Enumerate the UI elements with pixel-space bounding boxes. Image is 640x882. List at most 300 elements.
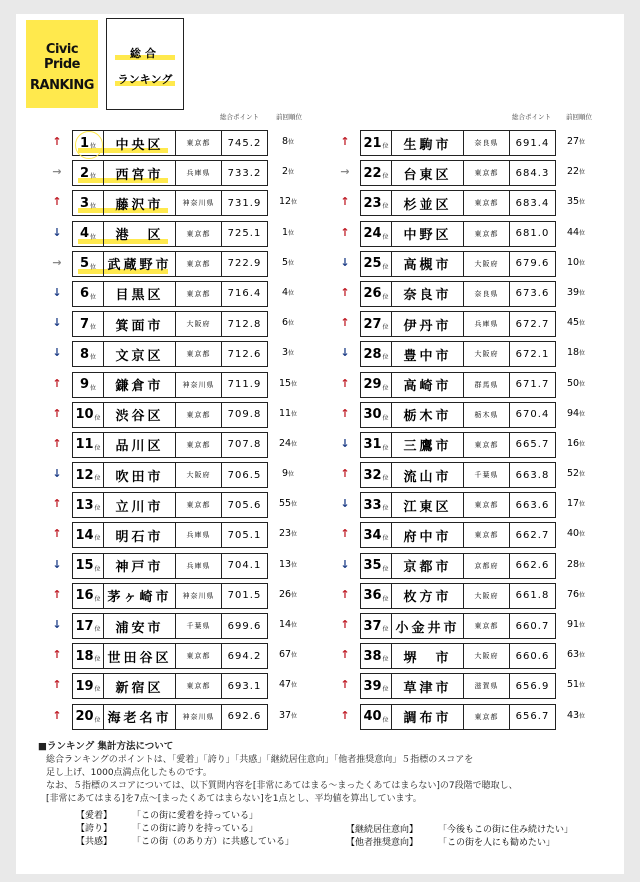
rank-suffix: 位 (382, 444, 389, 452)
previous-rank-suffix: 位 (288, 320, 295, 328)
prefecture: 東京都 (176, 402, 222, 428)
trend-up-icon: ↑ (52, 135, 62, 148)
previous-rank-number: 37 (278, 709, 292, 721)
prefecture: 兵庫県 (176, 522, 222, 548)
previous-rank-suffix: 位 (288, 259, 295, 267)
rank-suffix: 位 (94, 475, 101, 483)
city-name: 栃木市 (392, 402, 464, 428)
city-name: 生駒市 (392, 130, 464, 156)
rank-number: 22 (363, 165, 382, 181)
total-score: 701.5 (222, 583, 268, 609)
previous-rank-number: 47 (278, 679, 292, 691)
total-score: 656.7 (510, 704, 556, 730)
previous-rank-number: 44 (566, 226, 580, 238)
previous-rank (274, 408, 302, 419)
trend-down-icon: ↓ (52, 557, 62, 571)
prefecture: 東京都 (176, 281, 222, 307)
method-line: [非常にあてはまる]を7点～[まったくあてはまらない]を1点とし、平均値を算出しています。 (46, 794, 422, 804)
rank-box (360, 583, 392, 609)
city-name: 新宿区 (104, 673, 176, 699)
ranking-row (340, 339, 630, 369)
ranking-row (52, 249, 342, 279)
trend-up-icon: ↑ (340, 527, 350, 541)
ranking-row (340, 128, 630, 158)
previous-rank-suffix: 位 (579, 652, 586, 660)
previous-rank-suffix: 位 (579, 259, 586, 267)
previous-rank (562, 589, 590, 600)
city-name: 立川市 (104, 492, 176, 518)
rank-number: 33 (363, 497, 382, 513)
rank-suffix: 位 (382, 173, 389, 181)
prefecture: 大阪府 (464, 643, 510, 669)
ranking-row (52, 128, 342, 158)
legend-item (346, 824, 573, 837)
rank-number: 25 (363, 256, 382, 272)
rank-suffix: 位 (94, 626, 101, 633)
trend-up-icon: ↑ (340, 587, 350, 601)
previous-rank (274, 378, 302, 389)
ranking-column-right (340, 108, 630, 732)
prefecture: 東京都 (464, 613, 510, 639)
total-score: 705.1 (222, 522, 268, 548)
prefecture: 京都府 (464, 553, 510, 579)
rank-box (360, 130, 392, 156)
previous-rank (274, 166, 302, 177)
rank-suffix: 位 (382, 324, 389, 332)
rank-number: 14 (75, 527, 94, 543)
title-line1: 総合 (130, 47, 160, 60)
rank-number: 13 (75, 497, 94, 513)
rank-suffix: 位 (382, 535, 389, 543)
previous-rank (562, 408, 590, 419)
prefecture: 大阪府 (176, 462, 222, 488)
rank-suffix: 位 (94, 716, 101, 724)
previous-rank (274, 649, 302, 660)
rank-number: 39 (363, 678, 382, 694)
prefecture: 兵庫県 (176, 160, 222, 186)
total-score: 661.8 (510, 583, 556, 609)
rank-number: 12 (75, 467, 94, 483)
total-score: 712.8 (222, 311, 268, 337)
civic-pride-logo (26, 20, 98, 108)
city-name: 浦安市 (104, 613, 176, 639)
ranking-row (52, 702, 342, 732)
rank-box (360, 492, 392, 518)
previous-rank-number: 43 (566, 709, 580, 721)
previous-rank (562, 257, 590, 268)
logo-line2: RANKING (30, 78, 94, 93)
total-score: 706.5 (222, 462, 268, 488)
total-score: 671.7 (510, 372, 556, 398)
previous-rank-suffix: 位 (579, 591, 586, 599)
rank-suffix: 位 (382, 716, 389, 724)
rank-box (72, 583, 104, 609)
header-prev: 前回順位 (566, 113, 592, 121)
previous-rank (274, 559, 302, 570)
legend-text: 「この街（のあり方）に共感している」 (132, 837, 295, 847)
total-score: 662.6 (510, 553, 556, 579)
total-score: 704.1 (222, 553, 268, 579)
header-prev: 前回順位 (276, 113, 302, 121)
city-name: 台東区 (392, 160, 464, 186)
previous-rank-number: 9 (281, 468, 289, 480)
city-name: 枚方市 (392, 583, 464, 609)
rank-suffix: 位 (382, 354, 389, 362)
previous-rank (274, 679, 302, 690)
rank-box (72, 432, 104, 458)
previous-rank-suffix: 位 (291, 199, 298, 207)
trend-down-icon: ↓ (340, 346, 350, 360)
prefecture: 東京都 (176, 432, 222, 458)
previous-rank (274, 317, 302, 328)
previous-rank-suffix: 位 (288, 169, 295, 177)
legend-text: 「今後もこの街に住み続けたい」 (438, 825, 574, 835)
trend-up-icon: ↑ (340, 648, 350, 662)
rank-number: 18 (75, 648, 94, 664)
rank-box (360, 432, 392, 458)
city-name: 草津市 (392, 673, 464, 699)
rank-box (72, 251, 104, 277)
rank-number: 35 (363, 558, 382, 574)
trend-up-icon: ↑ (340, 618, 350, 631)
city-name: 奈良市 (392, 281, 464, 307)
city-name: 杉並区 (392, 190, 464, 216)
prefecture: 大阪府 (464, 341, 510, 367)
ranking-row (52, 279, 342, 309)
previous-rank (274, 619, 302, 630)
trend-up-icon: ↑ (340, 406, 350, 420)
ranking-page (16, 14, 624, 874)
rank-number: 37 (363, 618, 382, 634)
city-name: 文京区 (104, 341, 176, 367)
trend-up-icon: ↑ (52, 708, 62, 722)
prefecture: 東京都 (464, 522, 510, 548)
rank-number: 5 (79, 256, 90, 272)
ranking-row (340, 430, 630, 460)
previous-rank-suffix: 位 (291, 652, 298, 660)
prefecture: 東京都 (176, 251, 222, 277)
total-score: 683.4 (510, 190, 556, 216)
city-name: 高槻市 (392, 251, 464, 277)
rank-suffix: 位 (382, 143, 389, 150)
total-score: 681.0 (510, 221, 556, 247)
rank-suffix: 位 (94, 414, 101, 422)
previous-rank-number: 27 (566, 136, 580, 147)
ranking-row (340, 370, 630, 400)
ranking-row (52, 551, 342, 581)
prefecture: 滋賀県 (464, 673, 510, 699)
previous-rank-suffix: 位 (291, 531, 298, 539)
city-name: 中央区 (104, 130, 176, 156)
trend-down-icon: ↓ (52, 285, 62, 299)
total-score: 716.4 (222, 281, 268, 307)
city-name: 府中市 (392, 522, 464, 548)
prefecture: 東京都 (176, 492, 222, 518)
rank-number: 4 (79, 226, 90, 242)
previous-rank-number: 35 (566, 196, 580, 208)
column-header (360, 108, 630, 128)
previous-rank-number: 63 (566, 649, 580, 661)
total-score: 733.2 (222, 160, 268, 186)
previous-rank (274, 468, 302, 479)
previous-rank (274, 347, 302, 358)
rank-box (360, 613, 392, 639)
prefecture: 千葉県 (176, 613, 222, 639)
rank-box (72, 311, 104, 337)
rank-box (72, 673, 104, 699)
previous-rank (562, 498, 590, 509)
trend-down-icon: ↓ (340, 436, 350, 450)
rank-suffix: 位 (90, 354, 97, 362)
rank-box (72, 643, 104, 669)
total-score: 684.3 (510, 160, 556, 186)
total-score: 699.6 (222, 613, 268, 639)
trend-up-icon: ↑ (340, 708, 350, 722)
previous-rank-suffix: 位 (288, 471, 295, 479)
previous-rank-number: 40 (566, 528, 580, 540)
rank-box (360, 281, 392, 307)
city-name: 京都市 (392, 553, 464, 579)
previous-rank (562, 649, 590, 660)
previous-rank (562, 287, 590, 298)
previous-rank-number: 22 (566, 166, 580, 178)
prefecture: 大阪府 (176, 311, 222, 337)
previous-rank-suffix: 位 (291, 380, 298, 388)
city-name: 武蔵野市 (104, 251, 176, 277)
method-line: 総合ランキングのポイントは、「愛着」「誇り」「共感」「継続居住意向」「他者推奨意向」５指標のスコアを (46, 755, 474, 765)
previous-rank (562, 317, 590, 328)
total-score: 692.6 (222, 704, 268, 730)
rank-box (72, 492, 104, 518)
rank-box (360, 160, 392, 186)
rank-number: 26 (363, 286, 382, 302)
total-score: 679.6 (510, 251, 556, 277)
trend-up-icon: ↑ (52, 436, 62, 450)
city-name: 江東区 (392, 492, 464, 518)
rank-suffix: 位 (94, 535, 101, 543)
trend-same-icon: → (52, 255, 62, 269)
rank-number: 29 (363, 377, 382, 392)
rank-suffix: 位 (90, 233, 97, 241)
ranking-row (340, 611, 630, 641)
city-name: 藤沢市 (104, 190, 176, 216)
previous-rank (562, 559, 590, 570)
previous-rank-suffix: 位 (291, 712, 298, 720)
city-name: 茅ヶ崎市 (104, 583, 176, 609)
ranking-row (52, 188, 342, 218)
trend-up-icon: ↑ (52, 587, 62, 601)
ranking-row (52, 671, 342, 701)
city-name: 吹田市 (104, 462, 176, 488)
previous-rank-suffix: 位 (288, 229, 295, 237)
legend-key: 【誇り】 (76, 824, 113, 834)
trend-up-icon: ↑ (340, 376, 350, 390)
previous-rank-suffix: 位 (579, 501, 586, 509)
ranking-row (340, 520, 630, 550)
rank-suffix: 位 (90, 143, 97, 150)
rank-box (360, 673, 392, 699)
previous-rank (562, 528, 590, 539)
prefecture: 兵庫県 (176, 553, 222, 579)
previous-rank-number: 39 (566, 286, 580, 298)
rank-box (72, 190, 104, 216)
legend-text: 「この街を人にも勧めたい」 (438, 838, 556, 848)
total-score: 725.1 (222, 221, 268, 247)
previous-rank (562, 227, 590, 238)
rank-box (360, 553, 392, 579)
total-score: 672.1 (510, 341, 556, 367)
total-score: 670.4 (510, 402, 556, 428)
previous-rank-suffix: 位 (579, 229, 586, 237)
total-score: 722.9 (222, 251, 268, 277)
rank-suffix: 位 (90, 263, 97, 271)
ranking-row (340, 641, 630, 671)
trend-up-icon: ↑ (340, 195, 350, 209)
ranking-row (340, 309, 630, 339)
previous-rank-number: 91 (566, 619, 580, 630)
rank-box (72, 281, 104, 307)
total-score: 662.7 (510, 522, 556, 548)
rank-box (360, 190, 392, 216)
rank-box (72, 522, 104, 548)
legend-text: 「この街に愛着を持っている」 (132, 811, 259, 821)
rank-number: 3 (79, 195, 90, 211)
title-box (106, 18, 184, 110)
previous-rank-number: 23 (278, 528, 292, 540)
rank-box (72, 613, 104, 639)
previous-rank-suffix: 位 (288, 139, 295, 146)
ranking-row (340, 702, 630, 732)
rank-number: 19 (75, 678, 94, 694)
legend-item (346, 837, 573, 850)
ranking-row (52, 611, 342, 641)
prefecture: 神奈川県 (176, 583, 222, 609)
previous-rank-suffix: 位 (288, 350, 295, 358)
prefecture: 東京都 (176, 341, 222, 367)
legend-right (346, 824, 573, 850)
prefecture: 大阪府 (464, 251, 510, 277)
city-name: 品川区 (104, 432, 176, 458)
trend-up-icon: ↑ (52, 527, 62, 541)
rank-number: 11 (75, 437, 94, 453)
ranking-column-left (52, 108, 342, 732)
prefecture: 神奈川県 (176, 190, 222, 216)
previous-rank-number: 5 (281, 256, 289, 268)
previous-rank-number: 11 (278, 407, 292, 419)
city-name: 箕面市 (104, 311, 176, 337)
ranking-row (52, 430, 342, 460)
prefecture: 奈良県 (464, 281, 510, 307)
rank-number: 24 (363, 226, 382, 242)
rank-suffix: 位 (90, 173, 97, 181)
logo-line1: Civic Pride (43, 42, 81, 72)
city-name: 神戸市 (104, 553, 176, 579)
legend-item (76, 823, 294, 836)
total-score: 660.7 (510, 613, 556, 639)
rank-number: 10 (75, 407, 94, 423)
total-score: 711.9 (222, 372, 268, 398)
ranking-row (52, 219, 342, 249)
trend-same-icon: → (52, 165, 62, 179)
trend-up-icon: ↑ (52, 648, 62, 662)
prefecture: 兵庫県 (464, 311, 510, 337)
trend-up-icon: ↑ (52, 195, 62, 209)
method-line: なお、５指標のスコアについては、以下質問内容を[非常にあてはまる～まったくあてはまらない]の7段階で聴取し、 (46, 781, 518, 791)
total-score: 663.6 (510, 492, 556, 518)
rank-number: 21 (363, 135, 382, 151)
previous-rank (562, 710, 590, 721)
ranking-row (340, 400, 630, 430)
city-name: 港 区 (104, 221, 176, 247)
previous-rank (274, 589, 302, 600)
total-score: 693.1 (222, 673, 268, 699)
previous-rank-number: 50 (566, 377, 580, 389)
prefecture: 東京都 (464, 704, 510, 730)
city-name: 高崎市 (392, 372, 464, 398)
previous-rank-number: 45 (566, 317, 580, 329)
trend-down-icon: ↓ (52, 225, 62, 239)
prefecture: 奈良県 (464, 130, 510, 156)
rank-suffix: 位 (94, 595, 101, 603)
total-score: 745.2 (222, 130, 268, 156)
prefecture: 東京都 (464, 160, 510, 186)
prefecture: 大阪府 (464, 583, 510, 609)
previous-rank-number: 67 (278, 649, 292, 661)
rank-suffix: 位 (382, 565, 389, 573)
previous-rank-suffix: 位 (579, 410, 586, 418)
previous-rank-number: 94 (566, 407, 580, 419)
rank-suffix: 位 (382, 656, 389, 664)
previous-rank-suffix: 位 (291, 501, 298, 509)
total-score: 712.6 (222, 341, 268, 367)
rank-suffix: 位 (382, 475, 389, 483)
ranking-row (52, 641, 342, 671)
previous-rank-number: 8 (281, 136, 289, 147)
trend-down-icon: ↓ (340, 557, 350, 571)
rank-suffix: 位 (382, 414, 389, 422)
trend-up-icon: ↑ (340, 135, 350, 148)
rank-number: 2 (79, 165, 90, 181)
ranking-row (340, 188, 630, 218)
rank-suffix: 位 (382, 263, 389, 271)
rank-number: 6 (79, 286, 90, 302)
rank-number: 32 (363, 467, 382, 483)
ranking-row (340, 158, 630, 188)
previous-rank-number: 28 (566, 558, 580, 570)
rank-box (360, 462, 392, 488)
rank-number: 27 (363, 316, 382, 332)
previous-rank-suffix: 位 (579, 199, 586, 207)
rank-box (72, 130, 104, 156)
city-name: 堺 市 (392, 643, 464, 669)
method-heading: ■ランキング 集計方法について (38, 741, 174, 752)
trend-up-icon: ↑ (52, 678, 62, 692)
ranking-row (52, 309, 342, 339)
rank-box (72, 704, 104, 730)
city-name: 海老名市 (104, 704, 176, 730)
prefecture: 東京都 (464, 492, 510, 518)
legend-text: 「この街に誇りを持っている」 (132, 824, 259, 834)
city-name: 渋谷区 (104, 402, 176, 428)
method-text (46, 754, 608, 806)
prefecture: 東京都 (176, 221, 222, 247)
rank-box (72, 462, 104, 488)
rank-box (360, 251, 392, 277)
previous-rank (562, 679, 590, 690)
rank-box (360, 311, 392, 337)
rank-suffix: 位 (94, 656, 101, 664)
previous-rank-suffix: 位 (288, 289, 295, 297)
